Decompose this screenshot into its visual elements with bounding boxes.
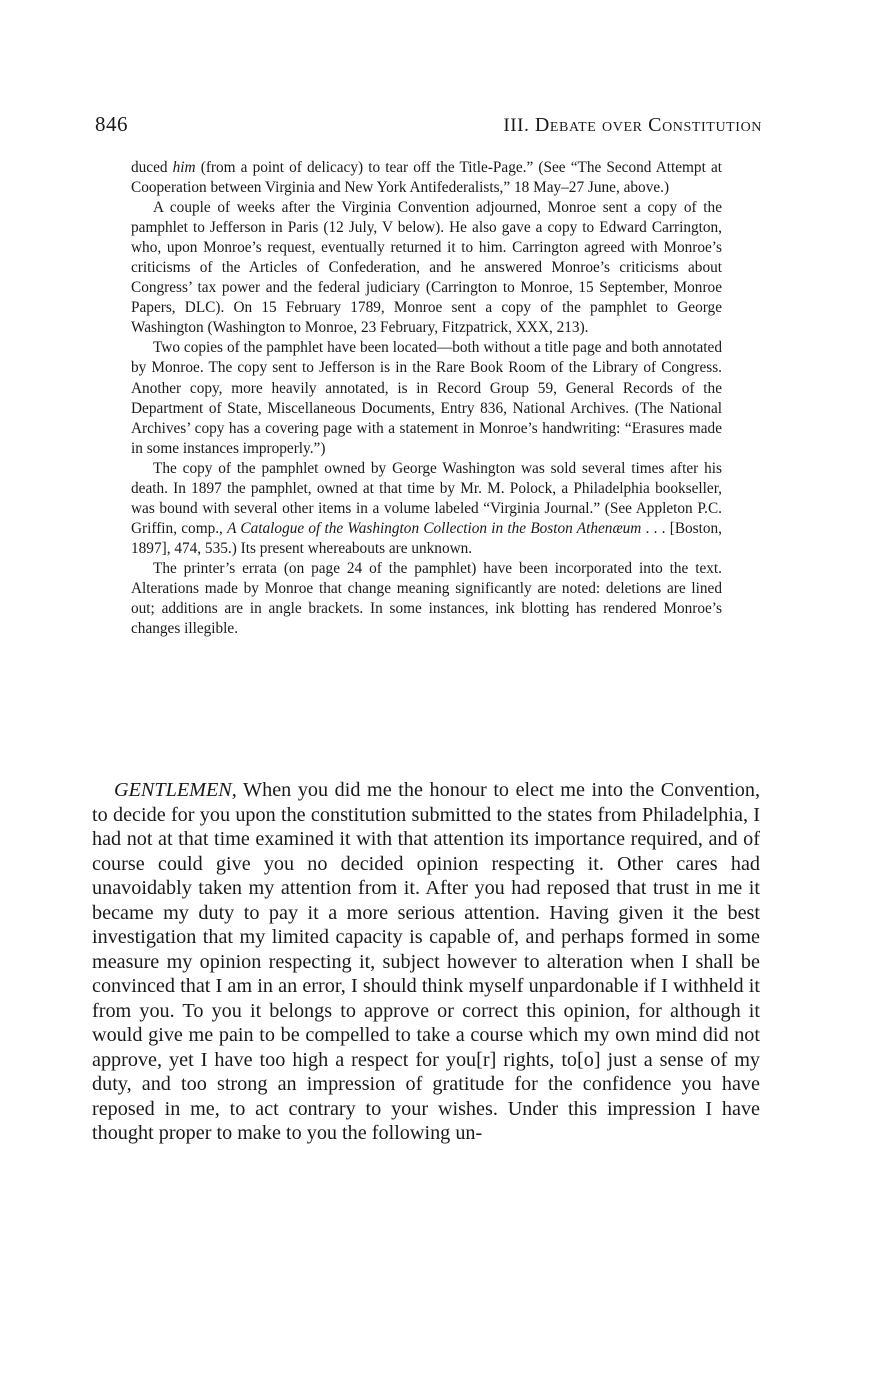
note-paragraph: A couple of weeks after the Virginia Convention adjourned, Monroe sent a copy of the pamphlet to Jefferson in Paris (12 July, V below). He also gave a copy to Edward Carrington, who, upon Monroe’s request, eventually returned it to him. Carrington agreed with Monroe’s criticisms of the Articles of Confederation, and he answered Monroe’s criticisms about Congress’ tax power and the federal judiciary (Carrington to Monroe, 15 September, Monroe Papers, DLC). On 15 February 1789, Monroe sent a copy of the pamphlet to George Washington (Washington to Monroe, 23 February, Fitzpatrick, XXX, 213). <box>131 199 722 337</box>
note-paragraph: The printer’s errata (on page 24 of the pamphlet) have been incorporated into the text. Alterations made by Monroe that change meaning significantly are noted: deletions are lined out; additions are in angle brackets. In some instances, ink blotting has rendered Monroe’s changes illegible. <box>131 559 722 638</box>
book-title: A Catalogue of the Washington Collection in the Boston Athenæum <box>227 519 642 537</box>
note-text: duced <box>131 159 173 176</box>
section-title: Debate over Constitution <box>534 114 762 136</box>
page-number: 846 <box>95 112 128 136</box>
main-paragraph <box>92 778 760 1146</box>
running-head <box>503 114 762 137</box>
main-body: When you did me the honour to elect me into the Convention, to decide for you upon the constitution submitted to the states from Philadelphia, I had not at that time examined it with that attention its importance required, and of course could give you no decided opinion respecting it. Other cares had unavoidably taken my attention from it. After you had reposed that trust in me it became my duty to pay it a more serious attention. Having given it the best investigation that my limited capacity is capable of, and perhaps formed in some measure my opinion respecting it, subject however to alteration when I shall be convinced that I am in an error, I should think myself unpardonable if I withheld it from you. To you it belongs to approve or correct this opinion, for although it would give me pain to be compelled to take a course which my own mind did not approve, yet I have too high a respect for you[r] rights, to[o] just a sense of my duty, and too strong an impression of gratitude for the confidence you have reposed in me, to act contrary to your wishes. Under this impression I have thought proper to make to you the following un- <box>92 779 760 1144</box>
note-emphasis: him <box>172 159 196 176</box>
editorial-notes <box>131 158 722 639</box>
note-paragraph <box>131 459 722 559</box>
salutation: GENTLEMEN, <box>114 779 237 801</box>
main-text <box>92 778 760 1146</box>
note-paragraph <box>131 158 722 198</box>
note-paragraph: Two copies of the pamphlet have been located—both without a title page and both annotated by Monroe. The copy sent to Jefferson is in the Rare Book Room of the Library of Congress. Another copy, more heavily annotated, is in Record Group 59, General Records of the Department of State, Miscellaneous Documents, Entry 836, National Archives. (The National Archives’ copy has a covering page with a statement in Monroe’s handwriting: “Erasures made in some instances improperly.”) <box>131 339 722 457</box>
note-text: . . . [Boston, 1897], 474, 535.) Its present whereabouts are unknown. <box>131 519 722 557</box>
note-text: (from a point of delicacy) to tear off the Title-Page.” (See “The Second Attempt at Cooperation between Virginia and New York Antifederalists,” 18 May–27 June, above.) <box>131 159 722 197</box>
note-text: The copy of the pamphlet owned by George Washington was sold several times after his death. In 1897 the pamphlet, owned at that time by Mr. M. Polock, a Philadelphia bookseller, was bound with several other items in a volume labeled “Virginia Journal.” (See Appleton P.C. Griffin, comp., <box>131 459 722 537</box>
section-numeral: III. <box>503 115 530 136</box>
